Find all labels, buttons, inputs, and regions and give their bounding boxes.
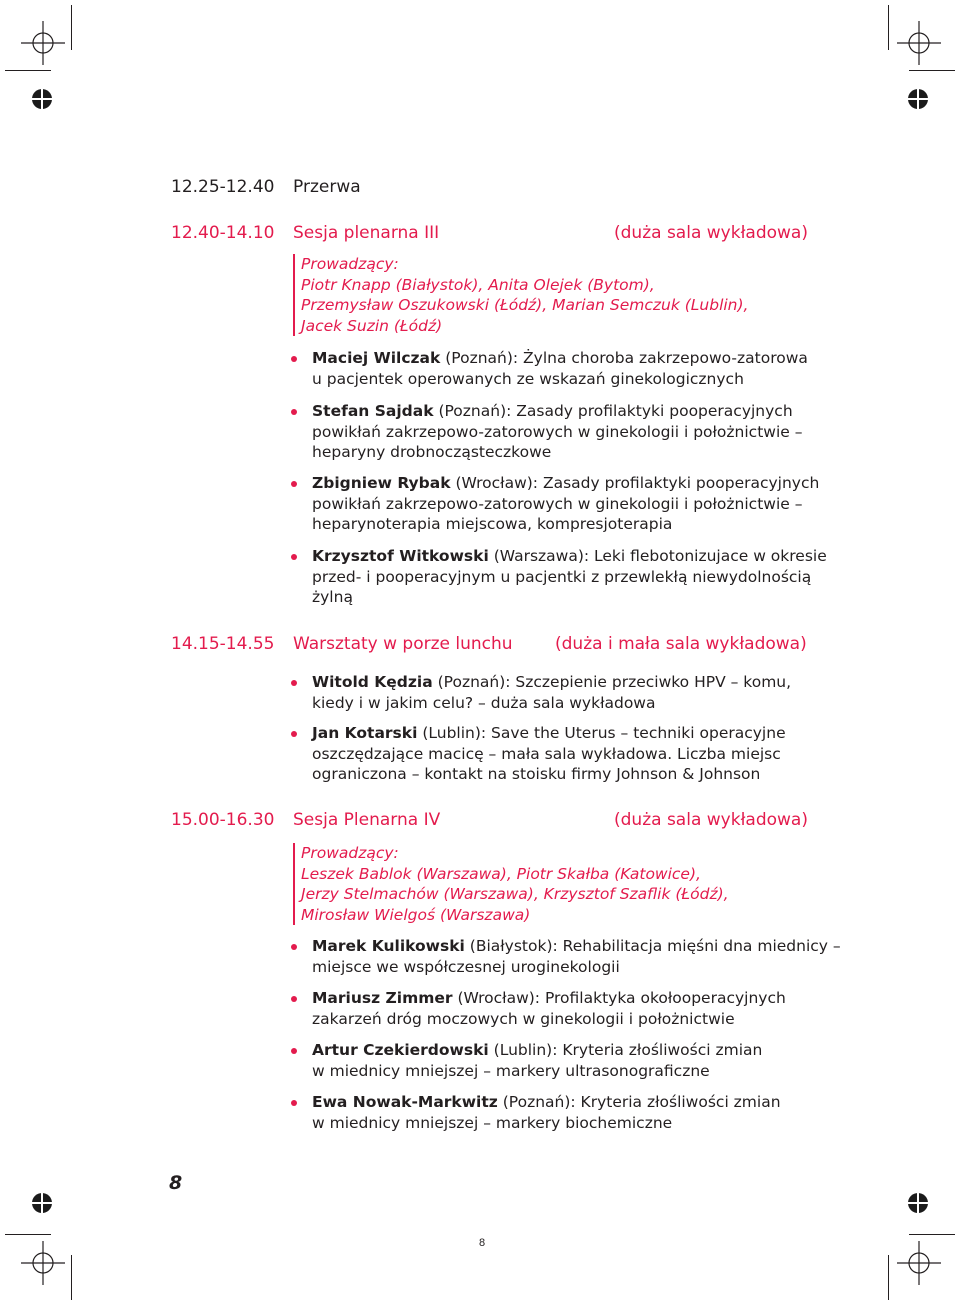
talk-title: (Białystok): Rehabilitacja mięśni dna miednicy – bbox=[464, 937, 841, 955]
talk-title: heparynoterapia miejscowa, kompresjoterapia bbox=[312, 515, 673, 533]
speaker-name: Zbigniew Rybak bbox=[312, 474, 451, 492]
bullet-icon bbox=[291, 996, 297, 1002]
talk-item bbox=[312, 936, 841, 977]
talk-title: (Lublin): Kryteria złośliwości zmian bbox=[488, 1041, 763, 1059]
moderators-line: Piotr Knapp (Białystok), Anita Olejek (Bytom), bbox=[301, 275, 655, 294]
talk-title: powikłań zakrzepowo-zatorowych w ginekologii i położnictwie – bbox=[312, 494, 803, 513]
talk-title: zakarzeń dróg moczowych w ginekologii i położnictwie bbox=[312, 1009, 735, 1028]
talk-item bbox=[312, 348, 808, 389]
talk-title: (Poznań): Kryteria złośliwości zmian bbox=[497, 1093, 781, 1111]
talk-title: (Wrocław): Zasady profilaktyki pooperacyjnych bbox=[450, 474, 820, 492]
break-time: 12.25-12.40 bbox=[171, 177, 275, 197]
trim-mark bbox=[5, 1234, 51, 1235]
talk-title: (Lublin): Save the Uterus – techniki operacyjne bbox=[417, 724, 786, 742]
registration-mark-icon bbox=[21, 21, 65, 65]
talk-title: miejsce we współczesnej uroginekologii bbox=[312, 957, 620, 976]
plenary4-room: (duża sala wykładowa) bbox=[614, 810, 808, 830]
moderators-line: Przemysław Oszukowski (Łódź), Marian Semczuk (Lublin), bbox=[301, 296, 749, 314]
page-number: 8 bbox=[169, 1172, 183, 1194]
plenary4-time: 15.00-16.30 bbox=[171, 810, 275, 830]
moderators-label: Prowadzący: bbox=[301, 844, 399, 862]
talk-title: (Wrocław): Profilaktyka okołooperacyjnych bbox=[452, 989, 786, 1007]
talk-item bbox=[312, 723, 786, 785]
speaker-name: Maciej Wilczak bbox=[312, 349, 441, 367]
bullet-icon bbox=[291, 680, 297, 686]
speaker-name: Ewa Nowak-Markwitz bbox=[312, 1093, 498, 1111]
talk-title: w miednicy mniejszej – markery biochemiczne bbox=[312, 1113, 673, 1132]
talk-item bbox=[312, 401, 802, 463]
bullet-icon bbox=[291, 1048, 297, 1054]
plenary3-time: 12.40-14.10 bbox=[171, 223, 275, 243]
bullet-icon bbox=[291, 944, 297, 950]
talk-item bbox=[312, 546, 827, 608]
talk-title: (Poznań): Szczepienie przeciwko HPV – komu, bbox=[432, 673, 792, 691]
speaker-name: Jan Kotarski bbox=[312, 724, 418, 742]
moderators-line: Jerzy Stelmachów (Warszawa), Krzysztof Szaflik (Łódź), bbox=[301, 885, 729, 903]
bullet-icon bbox=[291, 1100, 297, 1106]
footer-page-number: 8 bbox=[479, 1237, 486, 1249]
talk-title: przed- i pooperacyjnym u pacjentki z przewlekłą niewydolnością bbox=[312, 567, 812, 586]
bullet-icon bbox=[291, 409, 297, 415]
registration-dot-icon bbox=[32, 89, 52, 109]
talk-title: (Poznań): Żylna choroba zakrzepowo-zatorowa bbox=[440, 349, 808, 367]
talk-item bbox=[312, 1040, 762, 1081]
talk-title: żylną bbox=[312, 588, 353, 606]
talk-title: kiedy i w jakim celu? – duża sala wykładowa bbox=[312, 693, 656, 712]
break-title: Przerwa bbox=[293, 177, 361, 197]
registration-mark-icon bbox=[897, 21, 941, 65]
plenary3-room: (duża sala wykładowa) bbox=[614, 223, 808, 243]
trim-mark bbox=[888, 1255, 889, 1300]
plenary3-title: Sesja plenarna III bbox=[293, 223, 440, 243]
speaker-name: Artur Czekierdowski bbox=[312, 1041, 489, 1059]
speaker-name: Marek Kulikowski bbox=[312, 937, 465, 955]
trim-mark bbox=[71, 1255, 72, 1300]
registration-dot-icon bbox=[908, 89, 928, 109]
talk-title: powikłań zakrzepowo-zatorowych w ginekologii i położnictwie – bbox=[312, 422, 803, 441]
talk-title: (Poznań): Zasady profilaktyki pooperacyjnych bbox=[433, 402, 793, 420]
workshops-room: (duża i mała sala wykładowa) bbox=[555, 634, 807, 654]
talk-title: oszczędzające macicę – mała sala wykładowa. Liczba miejsc bbox=[312, 744, 781, 763]
registration-dot-icon bbox=[32, 1193, 52, 1213]
moderators-line: Leszek Bablok (Warszawa), Piotr Skałba (Katowice), bbox=[301, 864, 701, 883]
moderators-line: Mirosław Wielgoś (Warszawa) bbox=[301, 905, 531, 924]
talk-title: w miednicy mniejszej – markery ultrasonograficzne bbox=[312, 1061, 710, 1080]
bullet-icon bbox=[291, 481, 297, 487]
talk-title: (Warszawa): Leki flebotonizujace w okresie bbox=[488, 547, 827, 565]
registration-mark-icon bbox=[897, 1241, 941, 1285]
bullet-icon bbox=[291, 731, 297, 737]
workshops-time: 14.15-14.55 bbox=[171, 634, 275, 654]
workshops-title: Warsztaty w porze lunchu bbox=[293, 634, 513, 654]
plenary3-moderators bbox=[293, 254, 748, 336]
speaker-name: Witold Kędzia bbox=[312, 673, 433, 691]
talk-item bbox=[312, 988, 786, 1029]
trim-mark bbox=[888, 5, 889, 50]
plenary4-title: Sesja Plenarna IV bbox=[293, 810, 441, 830]
talk-title: heparyny drobnocząsteczkowe bbox=[312, 443, 552, 461]
talk-item bbox=[312, 473, 819, 535]
speaker-name: Mariusz Zimmer bbox=[312, 989, 453, 1007]
trim-mark bbox=[71, 5, 72, 50]
registration-mark-icon bbox=[21, 1241, 65, 1285]
trim-mark bbox=[909, 70, 955, 71]
registration-dot-icon bbox=[908, 1193, 928, 1213]
talk-title: ograniczona – kontakt na stoisku firmy Johnson & Johnson bbox=[312, 765, 761, 783]
speaker-name: Krzysztof Witkowski bbox=[312, 547, 489, 565]
talk-item bbox=[312, 1092, 781, 1133]
talk-item bbox=[312, 672, 791, 713]
trim-mark bbox=[909, 1234, 955, 1235]
plenary4-moderators bbox=[293, 843, 729, 925]
moderators-line: Jacek Suzin (Łódź) bbox=[301, 316, 443, 335]
moderators-label: Prowadzący: bbox=[301, 255, 399, 273]
trim-mark bbox=[5, 70, 51, 71]
speaker-name: Stefan Sajdak bbox=[312, 402, 434, 420]
bullet-icon bbox=[291, 554, 297, 560]
bullet-icon bbox=[291, 356, 297, 362]
talk-title: u pacjentek operowanych ze wskazań ginekologicznych bbox=[312, 369, 744, 388]
